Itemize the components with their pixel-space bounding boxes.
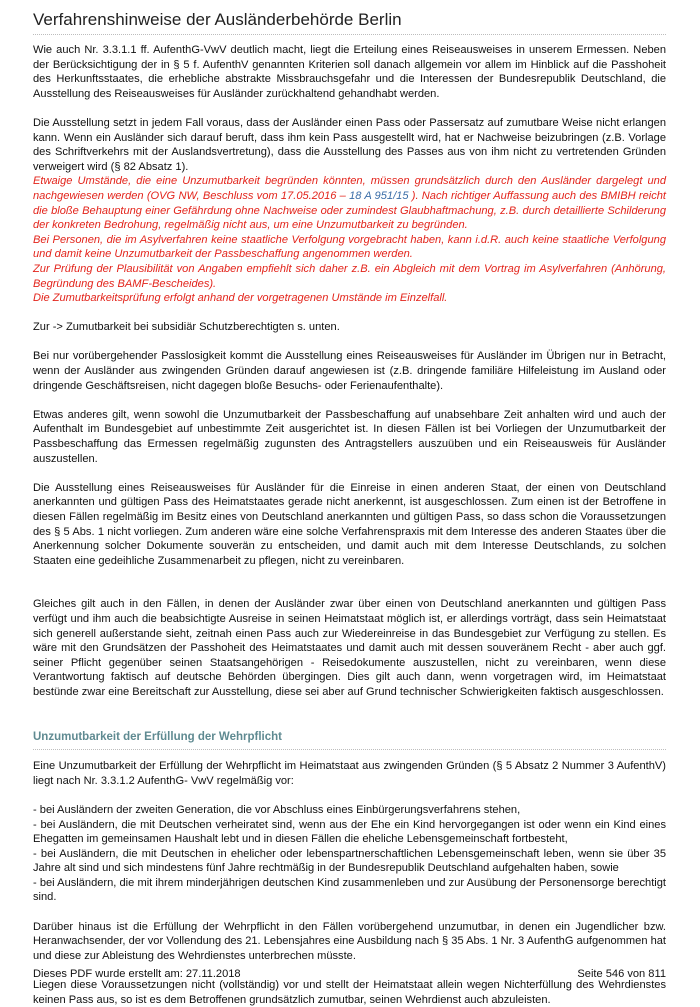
- paragraph-gleiches: Gleiches gilt auch in den Fällen, in denen der Ausländer zwar über einen von Deutschland anerkannten und gültigen Pass verfügt und ihm auch die beabsichtigte Ausreise in seinen Heimatstaat möglich ist, er allerdings vorträgt, dass sein Heimatstaat sich generell außerstande sieht, zeitnah einen Pass auch zur Wiedereinreise in das Bundesgebiet zur Verfügung zu stellen. Es wäre mit den Grundsätzen der Passhoheit des Heimatstaates und damit auch mit dessen souveränem Recht - aber auch ggf. seiner Pflicht gegenüber seinen Staatsangehörigen - Reisedokumente auszustellen, nicht zu vereinbaren, wenn diese Verantwortung faktisch auf deutsche Behörden übergingen. Dies gilt auch dann, wenn vorgetragen wird, im Heimatstaat bestünde zwar eine Bereitschaft zur Ausstellung, diese sei aber auf Grund technischer Schwierigkeiten faktisch ausgeschlossen.: [33, 598, 666, 698]
- list-item: - bei Ausländern der zweiten Generation, die vor Abschluss eines Einbürgerungsverfahrens stehen,: [33, 803, 521, 816]
- paragraph-voruebergehend: Bei nur vorübergehender Passlosigkeit kommt die Ausstellung eines Reiseausweises für Ausländer im Übrigen nur in Betracht, wenn der Ausländer aus zwingenden Gründen darauf angewiesen ist (z.B. dringende familiäre Hilfeleistung im Ausland oder dringende Geschäftsreisen, nicht dagegen bloße Besuchs- oder Ferienaufenthalte).: [33, 350, 666, 392]
- list-item: - bei Ausländern, die mit Deutschen in ehelicher oder lebenspartnerschaftlichen Lebensgemeinschaft leben, wenn sie über 35 Jahre alt sind und sich mindestens fünf Jahre rechtmäßig in der Bundesrepublik Deutschland aufgehalten haben, sowie: [33, 847, 666, 875]
- page-title: Verfahrenshinweise der Ausländerbehörde Berlin: [33, 10, 666, 35]
- page-number: Seite 546 von 811: [577, 968, 666, 980]
- paragraph-zumutbarkeit-link[interactable]: Zur -> Zumutbarkeit bei subsidiär Schutzberechtigten s. unten.: [33, 321, 340, 334]
- paragraph-ausstellung: Die Ausstellung setzt in jedem Fall voraus, dass der Ausländer einen Pass oder Passersatz auf zumutbare Weise nicht erlangen kann. Wenn ein Ausländer sich darauf beruft, dass ihm kein Pass ausgestellt wird, hat er Nachweise beizubringen (z.B. Vorlage des Schriftverkehrs mit der Auslandsvertretung), dass die Ausstellung des Passes aus von ihm nicht zu vertretenden Gründen verweigert wird (§ 82 Absatz 1).: [33, 116, 666, 173]
- highlight-text-a: Etwaige Umstände, die eine Unzumutbarkeit begründen könnten, müssen grundsätzlich durch den Ausländer dargelegt und nachgewiesen werden (OVG NW, Beschluss vom 17.05.2016 –: [33, 175, 666, 202]
- document-body: [33, 43, 666, 1007]
- pdf-created-date: Dieses PDF wurde erstellt am: 27.11.2018: [33, 968, 241, 980]
- highlight-unzumutbarkeit: [33, 174, 666, 232]
- paragraph-wehrpflicht-intro: Eine Unzumutbarkeit der Erfüllung der Wehrpflicht im Heimatstaat aus zwingenden Gründen (§ 5 Absatz 2 Nummer 3 AufenthV) liegt nach Nr. 3.3.1.2 AufenthG- VwV regelmäßig vor:: [33, 760, 666, 787]
- highlight-asylverfahren: Bei Personen, die im Asylverfahren keine staatliche Verfolgung vorgebracht haben, kann i.d.R. auch keine staatliche Verfolgung und damit keine Unzumutbarkeit der Passbeschaffung angenommen werden.: [33, 233, 666, 261]
- highlight-zumutbarkeitspruefung: Die Zumutbarkeitsprüfung erfolgt anhand der vorgetragenen Umstände im Einzelfall.: [33, 292, 448, 305]
- court-reference-link[interactable]: 18 A 951/15: [349, 189, 409, 202]
- highlight-text-b: ). Nach richtiger Auffassung auch des BMIBH reicht die bloße Behauptung einer Gefährdung ohne Nachweise oder zumindest Glaubhaftmachung, z.B. durch detaillierte Schilderung der konkreten Bedrohung, regelmäßig nicht aus, um eine Unzumutbarkeit zu begründen.: [33, 189, 667, 232]
- paragraph-einreise: Die Ausstellung eines Reiseausweises für Ausländer für die Einreise in einen anderen Staat, der einen von Deutschland anerkannten und gültigen Pass des Heimatstaates gerade nicht anerkennt, ist ausgeschlossen. Zum einen ist der Betroffene in diesen Fällen regelmäßig im Besitz eines von Deutschland anerkannten und gültigen Pass, so dass schon die Voraussetzungen des § 5 Abs. 1 nicht vorliegen. Zum anderen wäre eine solche Verfahrenspraxis mit dem Interesse des anderen Staates über die Anerkennung solcher Dokumente souverän zu entscheiden, und damit auch mit dem Interesse Deutschlands, zu solchen Staaten eine gedeihliche Zusammenarbeit zu pflegen, nicht zu vereinbaren.: [33, 481, 666, 567]
- page-footer: [33, 968, 666, 980]
- paragraph-liegen-nicht-vor: Liegen diese Voraussetzungen nicht (vollständig) vor und stellt der Heimatstaat allein wegen Nichterfüllung des Wehrdienstes keinen Pass aus, so ist es dem Betroffenen grundsätzlich zumutbar, seinen Wehrdienst auch abzuleisten.: [33, 979, 666, 1006]
- list-item: - bei Ausländern, die mit Deutschen verheiratet sind, wenn aus der Ehe ein Kind hervorgegangen ist oder wenn ein Kind eines Ehegatten im gemeinsamen Haushalt lebt und in diesen Fällen die eheliche Lebensgemeinschaft fortbesteht,: [33, 818, 666, 846]
- list-item: - bei Ausländern, die mit ihrem minderjährigen deutschen Kind zusammenleben und zur Ausübung der Personensorge berechtigt sind.: [33, 876, 666, 904]
- paragraph-darueber-hinaus: Darüber hinaus ist die Erfüllung der Wehrpflicht in den Fällen vorübergehend unzumutbar, in denen ein Jugendlicher bzw. Heranwachsender, der vor Vollendung des 21. Lebensjahres eine Ausbildung nach § 35 Abs. 1 Nr. 3 AufenthG aufgenommen hat und diese zur Ableistung des Wehrdienstes unterbrechen müsste.: [33, 920, 666, 962]
- highlight-plausibilitaet: Zur Prüfung der Plausibilität von Angaben empfiehlt sich daher z.B. ein Abgleich mit dem Vortrag im Asylverfahren (Anhörung, Begründung des BAMF-Bescheides).: [33, 262, 666, 290]
- document-page: [33, 10, 666, 1007]
- section-heading-wehrpflicht: Unzumutbarkeit der Erfüllung der Wehrpflicht: [33, 730, 666, 751]
- paragraph-ermessen: Wie auch Nr. 3.3.1.1 ff. AufenthG-VwV deutlich macht, liegt die Erteilung eines Reiseausweises in unserem Ermessen. Neben der Berücksichtigung der in § 5 f. AufenthV genannten Kriterien soll danach allgemein vor allem im Hinblick auf die Passhoheit des Herkunftsstaates, die erhebliche abstrakte Missbrauchsgefahr und die Interessen der Bundesrepublik Deutschland, die Ausstellung des Reiseausweises für Ausländer zurückhaltend gehandhabt werden.: [33, 44, 666, 100]
- paragraph-etwas-anderes: Etwas anderes gilt, wenn sowohl die Unzumutbarkeit der Passbeschaffung auf unabsehbare Zeit anhalten wird und auch der Aufenthalt im Bundesgebiet auf unbestimmte Zeit ausgerichtet ist. In diesen Fällen ist bei Vorliegen der Unzumutbarkeit der Passbeschaffung das Ermessen regelmäßig zugunsten des Antragstellers auszuüben und ein Reiseausweis für Ausländer auszustellen.: [33, 408, 666, 465]
